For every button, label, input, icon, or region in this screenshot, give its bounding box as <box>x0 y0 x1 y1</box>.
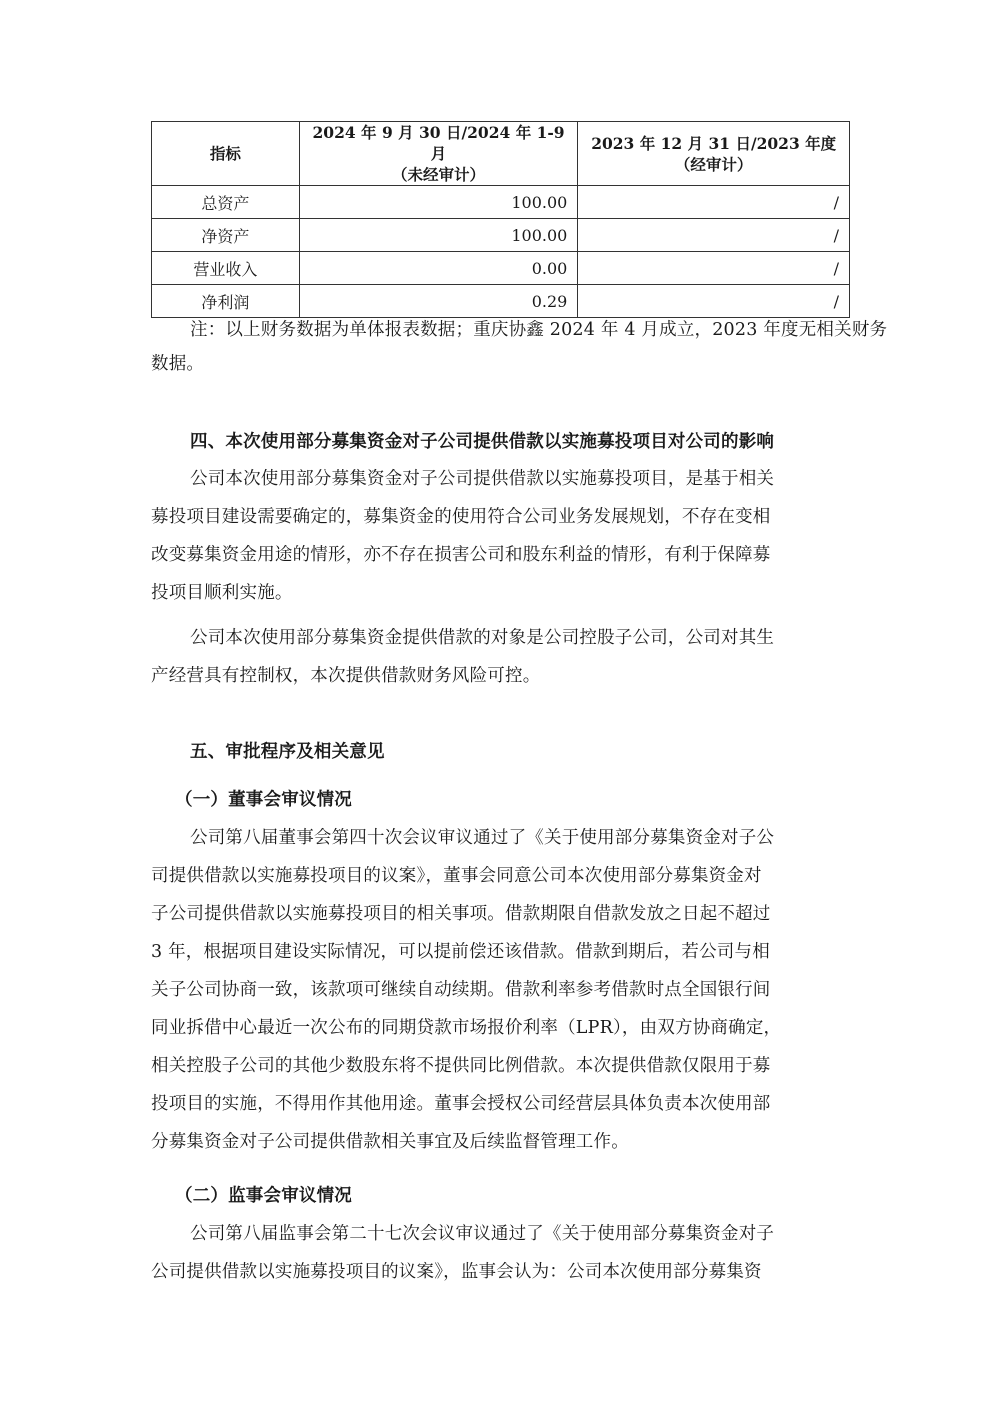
paragraph-line: 产经营具有控制权，本次提供借款财务风险可控。 <box>151 666 541 686</box>
section-4-heading: 四、本次使用部分募集资金对子公司提供借款以实施募投项目对公司的影响 <box>190 432 775 452</box>
paragraph-line: 3 年，根据项目建设实际情况，可以提前偿还该借款。借款到期后，若公司与相 <box>151 942 770 962</box>
value-2023: / <box>578 219 850 252</box>
table-header-row <box>152 122 850 186</box>
paragraph-line: 同业拆借中心最近一次公布的同期贷款市场报价利率（LPR），由双方协商确定， <box>151 1018 782 1038</box>
value-2024: 0.29 <box>299 285 578 318</box>
row-label: 总资产 <box>152 186 300 219</box>
table-row <box>152 252 850 285</box>
row-label: 净利润 <box>152 285 300 318</box>
table-note-line: 数据。 <box>151 354 205 374</box>
paragraph-line: 投项目顺利实施。 <box>151 583 293 603</box>
paragraph-line: 募投项目建设需要确定的，募集资金的使用符合公司业务发展规划，不存在变相 <box>151 507 771 527</box>
row-label: 净资产 <box>152 219 300 252</box>
paragraph-line: 改变募集资金用途的情形，亦不存在损害公司和股东利益的情形，有利于保障募 <box>151 545 771 565</box>
table-row <box>152 219 850 252</box>
paragraph-line: 公司提供借款以实施募投项目的议案》，监事会认为：公司本次使用部分募集资 <box>151 1262 762 1282</box>
value-2024: 100.00 <box>299 186 578 219</box>
table-note-line: 注：以上财务数据为单体报表数据；重庆协鑫 2024 年 4 月成立，2023 年度无相关财务 <box>190 320 888 340</box>
paragraph-line: 司提供借款以实施募投项目的议案》，董事会同意公司本次使用部分募集资金对 <box>151 866 762 886</box>
table-row <box>152 285 850 318</box>
paragraph-line: 公司本次使用部分募集资金对子公司提供借款以实施募投项目，是基于相关 <box>190 469 775 489</box>
value-2023: / <box>578 186 850 219</box>
subsection-1-heading: （一）董事会审议情况 <box>175 790 352 810</box>
paragraph-line: 子公司提供借款以实施募投项目的相关事项。借款期限自借款发放之日起不超过 <box>151 904 771 924</box>
value-2024: 0.00 <box>299 252 578 285</box>
table-row <box>152 186 850 219</box>
value-2024: 100.00 <box>299 219 578 252</box>
header-2023: 2023 年 12 月 31 日/2023 年度 （经审计） <box>578 122 850 186</box>
header-indicator: 指标 <box>152 122 300 186</box>
paragraph-line: 公司第八届董事会第四十次会议审议通过了《关于使用部分募集资金对子公 <box>190 828 775 848</box>
paragraph-line: 公司本次使用部分募集资金提供借款的对象是公司控股子公司，公司对其生 <box>190 628 775 648</box>
paragraph-line: 分募集资金对子公司提供借款相关事宜及后续监督管理工作。 <box>151 1132 629 1152</box>
row-label: 营业收入 <box>152 252 300 285</box>
paragraph-line: 相关控股子公司的其他少数股东将不提供同比例借款。本次提供借款仅限用于募 <box>151 1056 771 1076</box>
paragraph-line: 公司第八届监事会第二十七次会议审议通过了《关于使用部分募集资金对子 <box>190 1224 775 1244</box>
paragraph-line: 关子公司协商一致，该款项可继续自动续期。借款利率参考借款时点全国银行间 <box>151 980 771 1000</box>
paragraph-line: 投项目的实施，不得用作其他用途。董事会授权公司经营层具体负责本次使用部 <box>151 1094 771 1114</box>
financial-data-table <box>151 121 850 318</box>
value-2023: / <box>578 252 850 285</box>
subsection-2-heading: （二）监事会审议情况 <box>175 1186 352 1206</box>
value-2023: / <box>578 285 850 318</box>
header-2024: 2024 年 9 月 30 日/2024 年 1-9 月 （未经审计） <box>299 122 578 186</box>
section-5-heading: 五、审批程序及相关意见 <box>190 742 385 762</box>
